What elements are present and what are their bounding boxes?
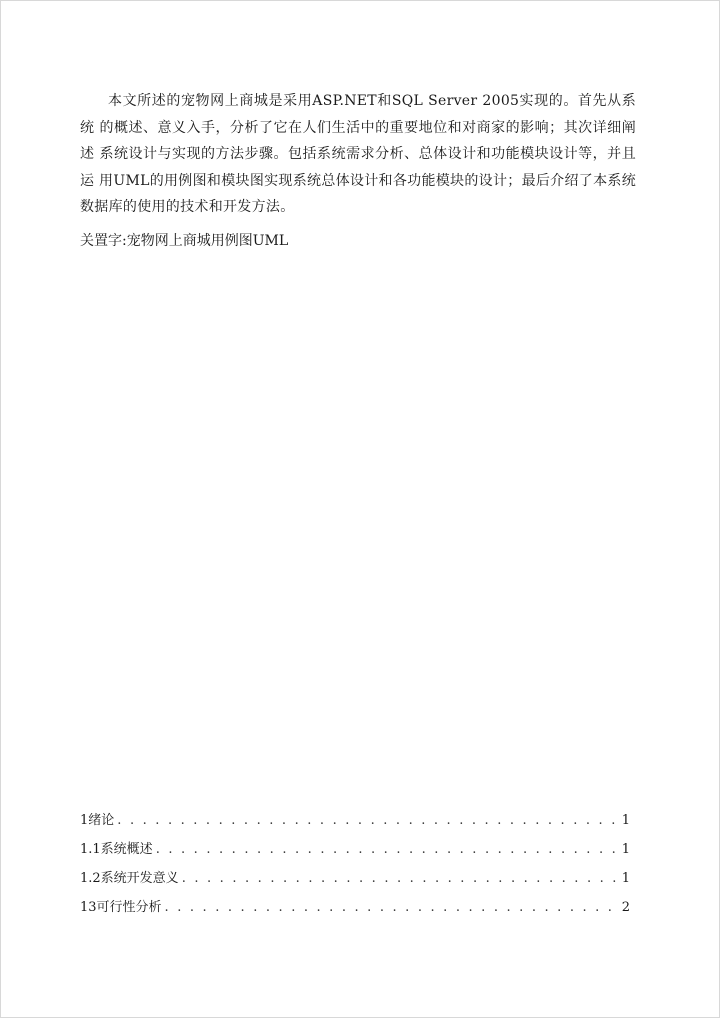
toc-entry[interactable] — [80, 893, 630, 922]
toc-entry[interactable] — [80, 864, 630, 893]
toc-entry[interactable] — [80, 835, 630, 864]
toc-entry[interactable] — [80, 806, 630, 835]
toc-leader-dots — [117, 806, 618, 835]
toc-entry-page: 1 — [621, 871, 630, 886]
toc-entry-title: 1绪论 — [80, 813, 115, 828]
toc-entry-title: 1.1系统概述 — [80, 842, 153, 857]
toc-entry-title: 13可行性分析 — [80, 900, 162, 915]
toc-leader-dots — [156, 835, 619, 864]
toc-entry-page: 1 — [621, 842, 630, 857]
toc-entry-title: 1.2系统开发意义 — [80, 871, 179, 886]
abstract-paragraph: 本文所述的宠物网上商城是采用ASP.NET和SQL Server 2005实现的。首先从系统 的概述、意义入手，分析了它在人们生活中的重要地位和对商家的影响；其次详细阐述 系统设计与实现的方法步骤。包括系统需求分析、总体设计和功能模块设计等，并且运 用UML的用例图和模块图实现系统总体设计和各功能模块的设计；最后介绍了本系统 数据库的使用的技术和开发方法。 — [80, 93, 636, 215]
toc-leader-dots — [182, 864, 619, 893]
toc-entry-page: 2 — [621, 900, 630, 915]
table-of-contents — [80, 806, 630, 922]
toc-leader-dots — [165, 893, 619, 922]
keywords-line: 关置字:宠物网上商城用例图UML — [80, 233, 289, 249]
toc-entry-page: 1 — [621, 813, 630, 828]
